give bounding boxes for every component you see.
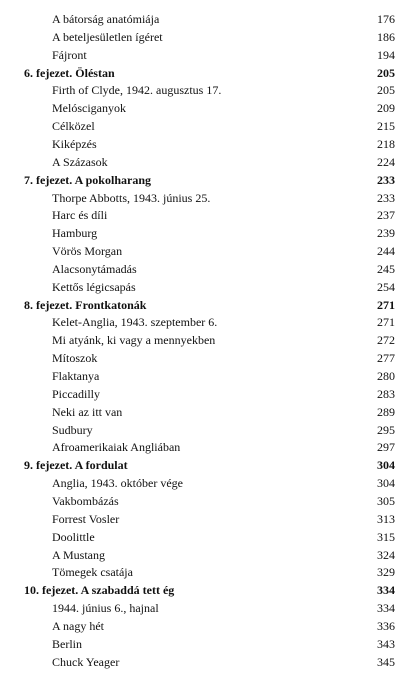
toc-section-row [0, 438, 415, 456]
page-number: 334 [377, 583, 395, 598]
section-title: A Százasok [52, 154, 108, 169]
section-title: Harc és díli [52, 208, 108, 223]
section-title: Anglia, 1943. október vége [52, 476, 183, 491]
section-title: Piccadilly [52, 386, 100, 401]
page-number: 254 [377, 279, 395, 294]
section-title: Chuck Yeager [52, 654, 120, 669]
toc-section-row [0, 189, 415, 207]
toc-section-row [0, 367, 415, 385]
toc-section-row [0, 563, 415, 581]
toc-section-row [0, 313, 415, 331]
section-title: Sudbury [52, 422, 93, 437]
page-number: 297 [377, 440, 395, 455]
section-title: Célközel [52, 119, 95, 134]
section-title: Neki az itt van [52, 404, 123, 419]
chapter-title: 9. fejezet. A fordulat [24, 458, 128, 473]
section-title: Tömegek csatája [52, 565, 133, 580]
section-title: 1944. június 6., hajnal [52, 601, 159, 616]
page-number: 205 [377, 65, 395, 80]
section-title: Kelet-Anglia, 1943. szeptember 6. [52, 315, 218, 330]
page-number: 239 [377, 226, 395, 241]
page-number: 186 [377, 29, 395, 44]
toc-section-row [0, 153, 415, 171]
chapter-title: 8. fejezet. Frontkatonák [24, 297, 147, 312]
section-title: Mi atyánk, ki vagy a mennyekben [52, 333, 216, 348]
section-title: Vakbombázás [52, 493, 119, 508]
page-number: 205 [377, 83, 395, 98]
toc-section-row [0, 349, 415, 367]
section-title: Forrest Vosler [52, 511, 120, 526]
toc-section-row [0, 474, 415, 492]
page-number: 233 [377, 190, 395, 205]
chapter-title: 10. fejezet. A szabaddá tett ég [24, 583, 175, 598]
page-number: 245 [377, 261, 395, 276]
section-title: Doolittle [52, 529, 95, 544]
section-title: Thorpe Abbotts, 1943. június 25. [52, 190, 211, 205]
section-title: Berlin [52, 636, 82, 651]
page-number: 271 [377, 315, 395, 330]
page-number: 343 [377, 636, 395, 651]
section-title: Alacsonytámadás [52, 261, 137, 276]
section-title: Melósciganyok [52, 101, 126, 116]
toc-section-row [0, 242, 415, 260]
page-number: 176 [377, 12, 395, 26]
section-title: A Mustang [52, 547, 106, 562]
page-number: 334 [377, 601, 395, 616]
section-title: Mítoszok [52, 351, 98, 366]
section-title: Fájront [52, 47, 87, 62]
page-number: 283 [377, 386, 395, 401]
page-number: 272 [377, 333, 395, 348]
toc-section-row [0, 617, 415, 635]
toc-section-row [0, 117, 415, 135]
page-number: 277 [377, 351, 395, 366]
toc-section-row [0, 421, 415, 439]
section-title: Vörös Morgan [52, 244, 123, 259]
page-number: 218 [377, 136, 395, 151]
page-number: 244 [377, 244, 395, 259]
section-title: A nagy hét [52, 618, 104, 633]
page-number: 237 [377, 208, 395, 223]
section-title: A bátorság anatómiája [52, 12, 160, 26]
toc-section-row [0, 653, 415, 671]
toc-section-row [0, 331, 415, 349]
page-number: 329 [377, 565, 395, 580]
page-number: 289 [377, 404, 395, 419]
toc-section-row [0, 510, 415, 528]
toc-section-row [0, 135, 415, 153]
toc-chapter-row [0, 581, 415, 599]
page-number: 324 [377, 547, 395, 562]
section-title: A beteljesületlen ígéret [52, 29, 163, 44]
toc-chapter-row [0, 64, 415, 82]
page-number: 233 [377, 172, 395, 187]
section-title: Hamburg [52, 226, 98, 241]
section-title: Firth of Clyde, 1942. augusztus 17. [52, 83, 222, 98]
toc-section-row [0, 28, 415, 46]
toc-section-row [0, 81, 415, 99]
page-number: 280 [377, 369, 395, 383]
toc-section-row [0, 260, 415, 278]
chapter-title: 7. fejezet. A pokolharang [24, 172, 151, 187]
page-number: 215 [377, 119, 395, 134]
toc-section-row [0, 206, 415, 224]
toc-chapter-row [0, 296, 415, 314]
toc-section-row [0, 99, 415, 117]
toc-section-row [0, 224, 415, 242]
page-number: 304 [377, 458, 395, 473]
toc-chapter-row [0, 171, 415, 189]
page-number: 194 [377, 47, 395, 62]
section-title: Afroamerikaiak Angliában [52, 440, 181, 455]
toc-section-row [0, 278, 415, 296]
toc-section-row [0, 528, 415, 546]
page-number: 313 [377, 511, 395, 526]
toc-section-row [0, 46, 415, 64]
section-title: Kettős légicsapás [52, 279, 136, 294]
page-number: 224 [377, 154, 395, 169]
page-number: 304 [377, 476, 395, 491]
chapter-title: 6. fejezet. Öléstan [24, 65, 115, 80]
toc-section-row [0, 635, 415, 653]
toc-section-row [0, 599, 415, 617]
page-number: 295 [377, 422, 395, 437]
section-title: Kiképzés [52, 136, 97, 151]
toc-section-row [0, 403, 415, 421]
page-number: 271 [377, 297, 395, 312]
toc-section-row [0, 546, 415, 564]
section-title: Flaktanya [52, 369, 100, 383]
toc-section-row [0, 492, 415, 510]
toc-chapter-row [0, 456, 415, 474]
page-number: 305 [377, 493, 395, 508]
page-number: 315 [377, 529, 395, 544]
toc-section-row [0, 385, 415, 403]
page-number: 345 [377, 654, 395, 669]
page-number: 209 [377, 101, 395, 116]
toc-section-row [0, 10, 415, 28]
page-number: 336 [377, 618, 395, 633]
